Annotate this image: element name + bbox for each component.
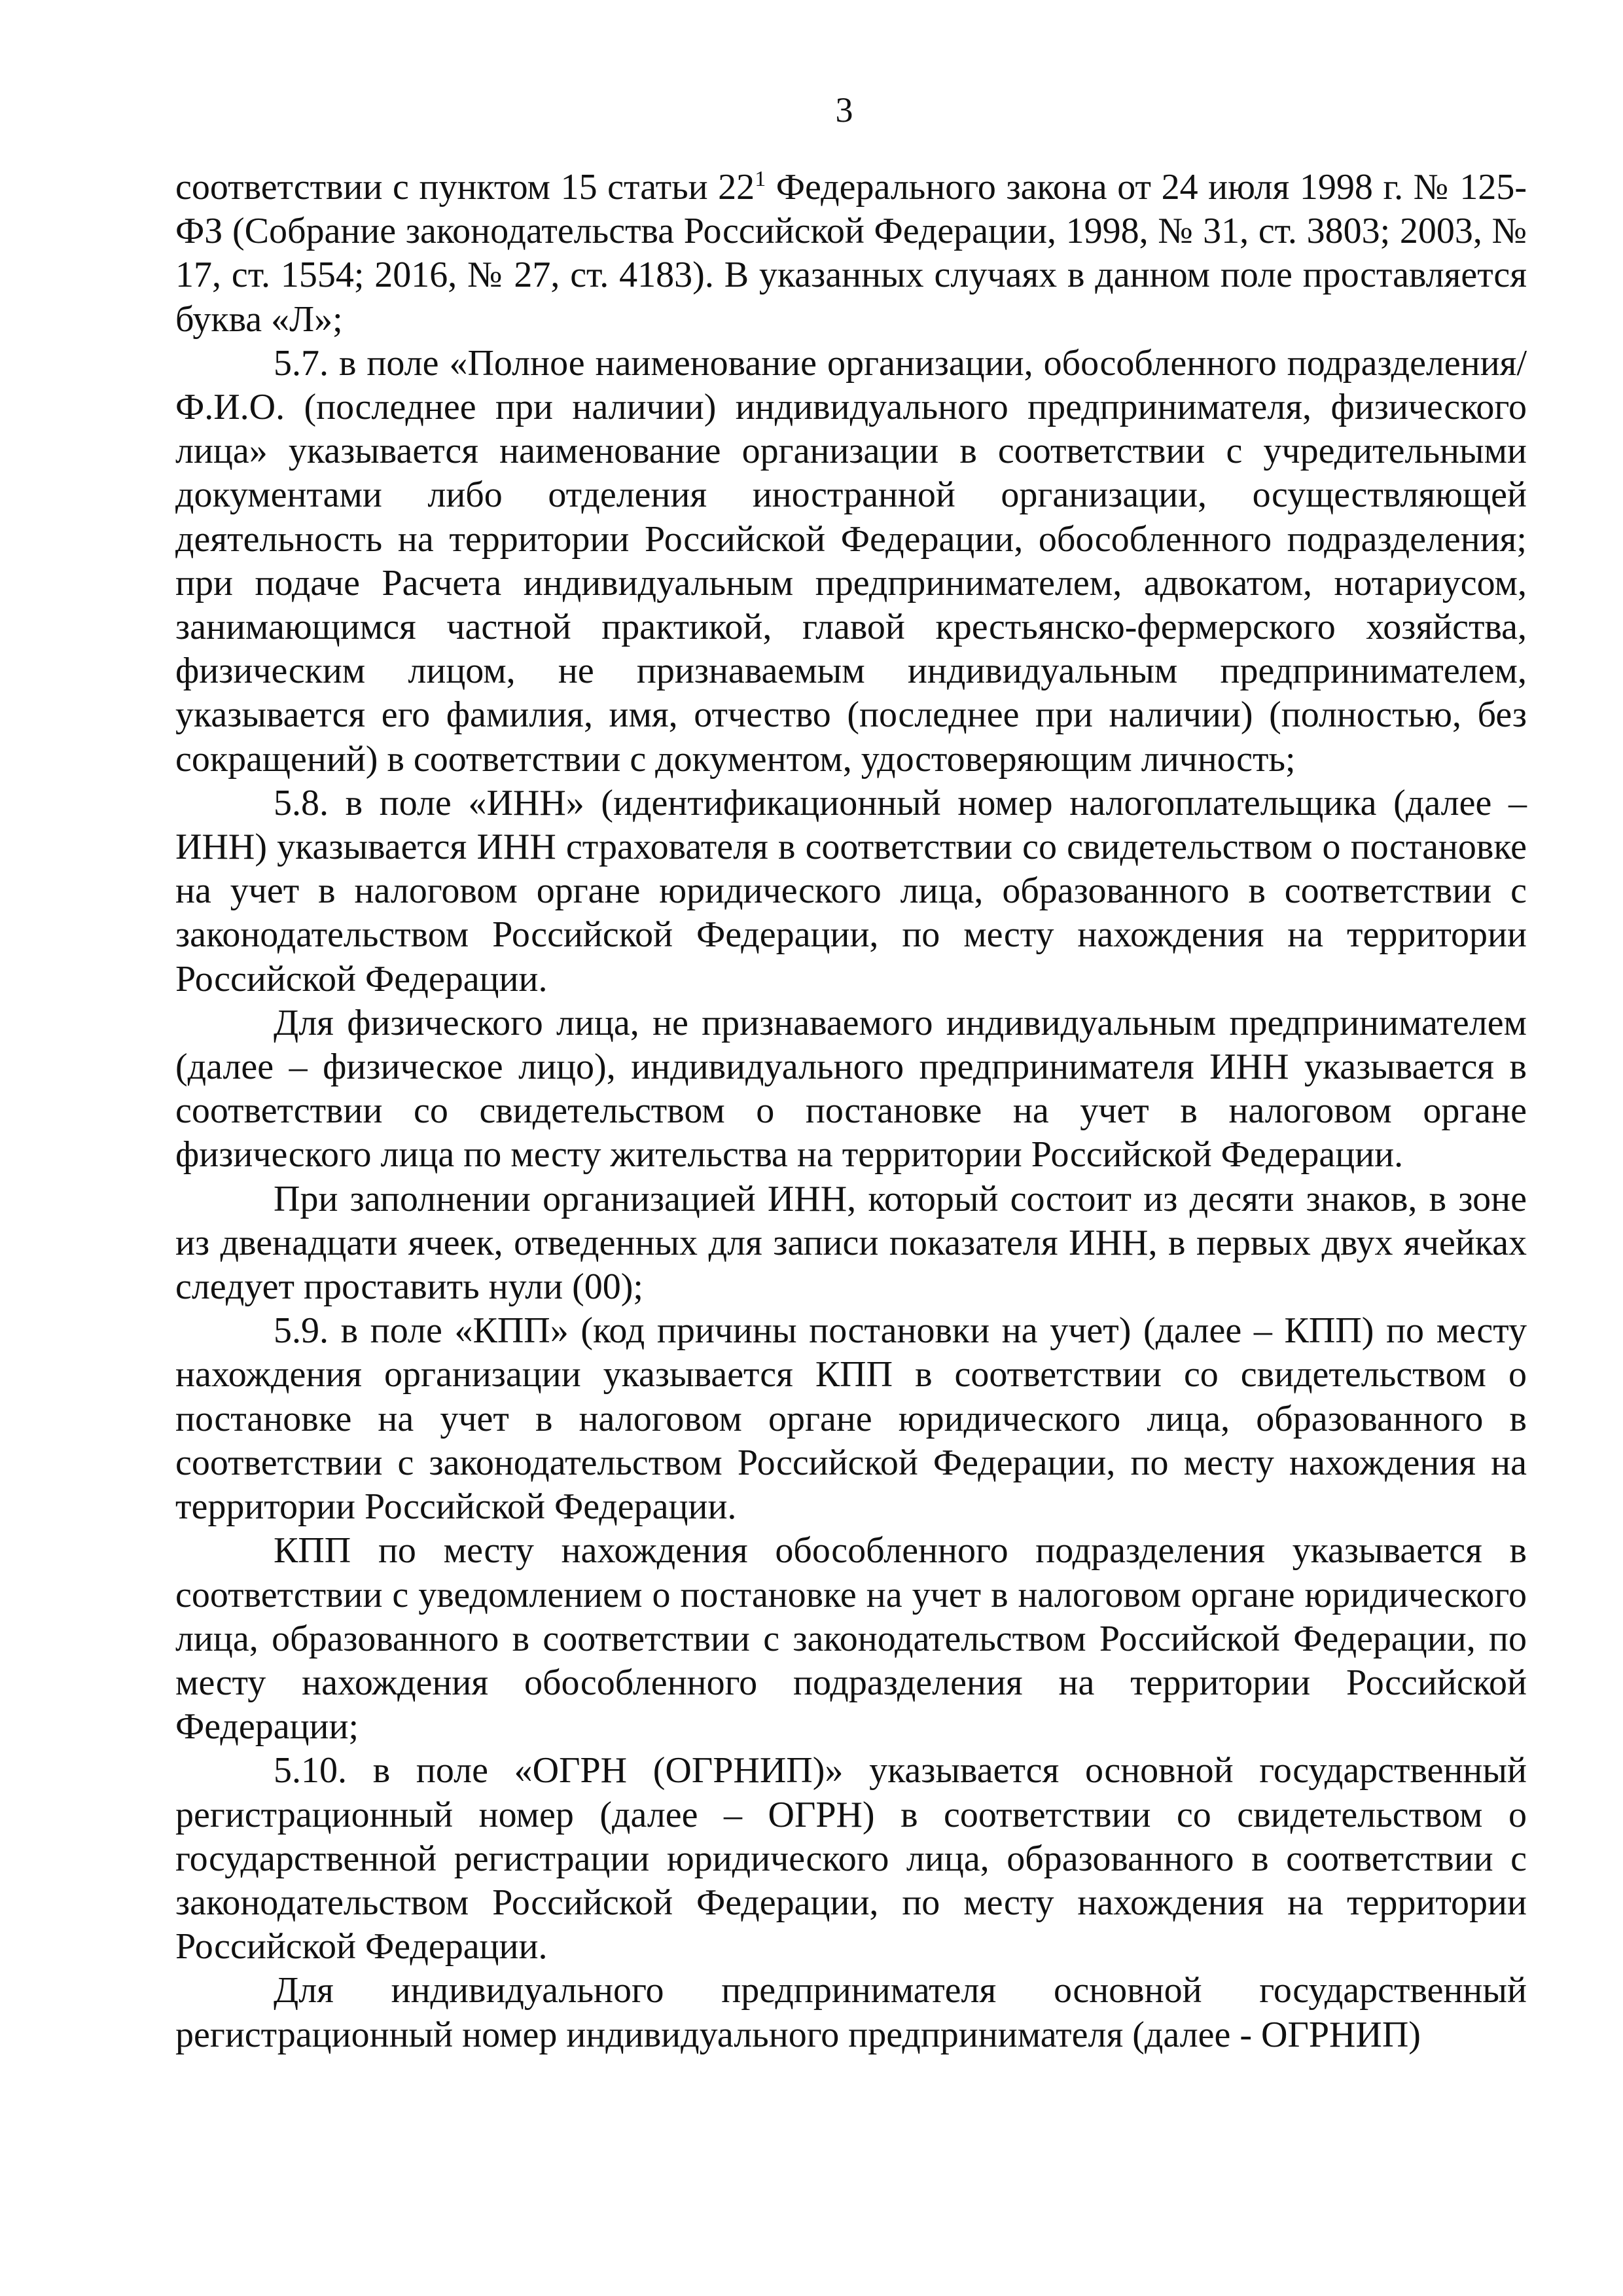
paragraph-5-10: 5.10. в поле «ОГРН (ОГРНИП)» указывается основной государственный регистрационный номер (далее – ОГРН) в соответствии со свидетельством о государственной регистрации юридического лица, образованного в соответствии с законодательством Российской Федерации, по месту нахождения на территории Российской Федерации. [175, 1750, 1527, 1967]
paragraph-inn-zeros: При заполнении организацией ИНН, который состоит из десяти знаков, в зоне из двенадцати ячеек, отведенных для записи показателя ИНН, в первых двух ячейках следует проставить нули (00); [175, 1178, 1527, 1308]
paragraph-kpp-subdivision: КПП по месту нахождения обособленного подразделения указывается в соответствии с уведомлением о постановке на учет в налоговом органе юридического лица, образованного в соответствии с законодательством Российской Федерации, по месту нахождения обособленного подразделения на территории Российской Федерации; [175, 1530, 1527, 1748]
paragraph-continuation [175, 166, 1527, 342]
paragraph-5-8: 5.8. в поле «ИНН» (идентификационный номер налогоплательщика (далее – ИНН) указывается ИНН страхователя в соответствии со свидетельством о постановке на учет в налоговом органе юридического лица, образованного в соответствии с законодательством Российской Федерации, по месту нахождения на территории Российской Федерации. [175, 782, 1527, 999]
paragraph-text-lead: соответствии с пунктом 15 статьи 22 [175, 167, 755, 207]
paragraph-5-7: 5.7. в поле «Полное наименование организации, обособленного подразделения/Ф.И.О. (последнее при наличии) индивидуального предпринимателя, физического лица» указывается наименование организации в соответствии с учредительными документами либо отделения иностранной организации, осуществляющей деятельность на территории Российской Федерации, обособленного подразделения; при подаче Расчета индивидуальным предпринимателем, адвокатом, нотариусом, занимающимся частной практикой, главой крестьянско-фермерского хозяйства, физическим лицом, не признаваемым индивидуальным предпринимателем, указывается его фамилия, имя, отчество (последнее при наличии) (полностью, без сокращений) в соответствии с документом, удостоверяющим личность; [175, 342, 1527, 780]
paragraph-5-9: 5.9. в поле «КПП» (код причины постановки на учет) (далее – КПП) по месту нахождения организации указывается КПП в соответствии со свидетельством о постановке на учет в налоговом органе юридического лица, образованного в соответствии с законодательством Российской Федерации, по месту нахождения на территории Российской Федерации. [175, 1310, 1527, 1528]
document-body [175, 166, 1527, 2057]
footnote-superscript: 1 [755, 167, 766, 191]
paragraph-inn-individual: Для физического лица, не признаваемого индивидуальным предпринимателем (далее – физическое лицо), индивидуального предпринимателя ИНН указывается в соответствии со свидетельством о постановке на учет в налоговом органе физического лица по месту жительства на территории Российской Федерации. [175, 1002, 1527, 1175]
paragraph-ogrnip: Для индивидуального предпринимателя основной государственный регистрационный номер индивидуального предпринимателя (далее - ОГРНИП) [175, 1970, 1527, 2055]
page-number: 3 [835, 90, 853, 130]
paragraph-text-tail: Федерального закона от 24 июля 1998 г. № 125-ФЗ (Собрание законодательства Российской Федерации, 1998, № 31, ст. 3803; 2003, № 17, ст. 1554; 2016, № 27, ст. 4183). В указанных случаях в данном поле проставляется буква «Л»; [175, 167, 1527, 340]
